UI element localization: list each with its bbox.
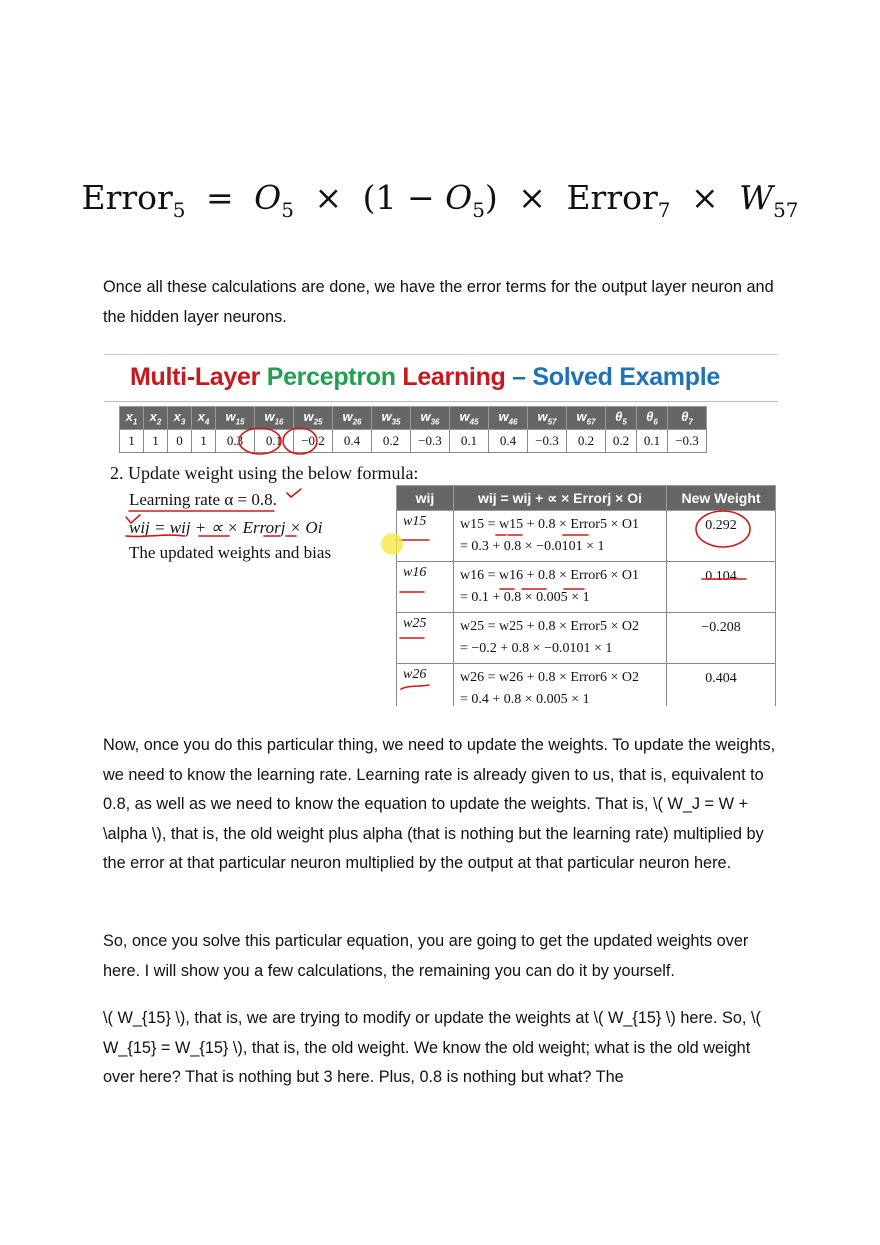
updated-weights-caption: The updated weights and bias [129, 543, 332, 562]
slide-divider [104, 401, 778, 402]
slide-image [104, 354, 778, 706]
weights-header-cell: $\theta_7$ [668, 407, 707, 430]
step-heading: 2. Update weight using the below formula: [110, 463, 419, 483]
weights-header-cell: $x_1$ [120, 407, 144, 430]
cursor-highlight [381, 533, 403, 555]
table-row: w25 w25 = w25 + 0.8 × Error5 × O2 = −0.2 + 0.8 × −0.0101 × 1 −0.208 [397, 613, 776, 664]
weights-header-cell: $x_3$ [168, 407, 192, 430]
paragraph-w15-example: \( W_{15} \), that is, we are trying to modify or update the weights at \( W_{15} \) here. So, \( W_{15} = W_{15} \), that is, the old weight. We know the old weight; what is the old weight over here? That is nothing but 3 here. Plus, 0.8 is nothing but what? The [103, 1009, 761, 1087]
paragraph-intro: Once all these calculations are done, we have the error terms for the output layer neuron and the hidden layer neurons. [103, 278, 774, 326]
weights-value-cell: 0.2 [567, 430, 606, 453]
weights-value-cell: 1 [144, 430, 168, 453]
calc-header-new-weight: New Weight [667, 486, 776, 511]
calc-header-formula: wij = wij + ∝ × Errorj × Oi [454, 486, 667, 511]
weights-header-cell: $w_{15}$ [216, 407, 255, 430]
slide-title: Multi-Layer Perceptron Learning – Solved Example [130, 363, 720, 391]
weights-value-cell: −0.2 [294, 430, 333, 453]
weights-value-cell: 0.4 [333, 430, 372, 453]
error-equation: Error$_5$ = $O_5 \times (1 - O_5)$ × Error$_7$ × $W_{57}$ [81, 178, 799, 222]
weights-value-cell: 0.1 [255, 430, 294, 453]
paragraph-solve-equation: So, once you solve this particular equation, you are going to get the updated weights over here. I will show you a few calculations, the remaining you can do it by yourself. [103, 932, 749, 980]
weights-value-cell: 0.4 [489, 430, 528, 453]
weights-header-cell: $w_{35}$ [372, 407, 411, 430]
update-formula: wij = wij + ∝ × Errorj × Oi [129, 518, 323, 537]
weights-value-cell: 0.3 [216, 430, 255, 453]
weights-value-cell: 0.1 [450, 430, 489, 453]
learning-rate-text: Learning rate α = 0.8. [129, 490, 277, 509]
weights-header-cell: $w_{36}$ [411, 407, 450, 430]
weights-header-cell: $x_2$ [144, 407, 168, 430]
weights-header-cell: $w_{57}$ [528, 407, 567, 430]
weights-header-cell: $w_{67}$ [567, 407, 606, 430]
weights-header-cell: $w_{45}$ [450, 407, 489, 430]
weights-header-cell: $x_4$ [192, 407, 216, 430]
weight-update-table [396, 485, 776, 706]
weights-value-cell: 0.1 [637, 430, 668, 453]
weights-header-cell: $\theta_5$ [606, 407, 637, 430]
weights-value-cell: 0 [168, 430, 192, 453]
weights-value-cell: −0.3 [528, 430, 567, 453]
weights-value-cell: −0.3 [411, 430, 450, 453]
check-mark [287, 489, 301, 497]
weights-value-cell: 0.2 [606, 430, 637, 453]
weights-header-cell: $w_{46}$ [489, 407, 528, 430]
table-row: w15 w15 = w15 + 0.8 × Error5 × O1 = 0.3 + 0.8 × −0.0101 × 1 0.292 [397, 511, 776, 562]
weights-header-cell: $\theta_6$ [637, 407, 668, 430]
weights-header-cell: $w_{25}$ [294, 407, 333, 430]
weights-value-cell: 0.2 [372, 430, 411, 453]
weights-header-cell: $w_{16}$ [255, 407, 294, 430]
weights-value-cell: 1 [192, 430, 216, 453]
table-row: w26 w26 = w26 + 0.8 × Error6 × O2 = 0.4 + 0.8 × 0.005 × 1 0.404 [397, 664, 776, 707]
paragraph-update-weights: Now, once you do this particular thing, we need to update the weights. To update the weights, we need to know the learning rate. Learning rate is already given to us, that is, equivalent to 0.8, as well as we need to know the equation to update the weights. That is, \( W_J = W + \alpha \), that is, the old weight plus alpha (that is nothing but the learning rate) multiplied by the error at that particular neuron multiplied by the output at that particular neuron here. [103, 736, 776, 873]
weights-header-cell: $w_{26}$ [333, 407, 372, 430]
table-row: w16 w16 = w16 + 0.8 × Error6 × O1 = 0.1 + 0.8 × 0.005 × 1 0.104 [397, 562, 776, 613]
weights-value-cell: 1 [120, 430, 144, 453]
initial-weights-table [119, 406, 707, 453]
weights-value-cell: −0.3 [668, 430, 707, 453]
calc-header-weight: wij [397, 486, 454, 511]
